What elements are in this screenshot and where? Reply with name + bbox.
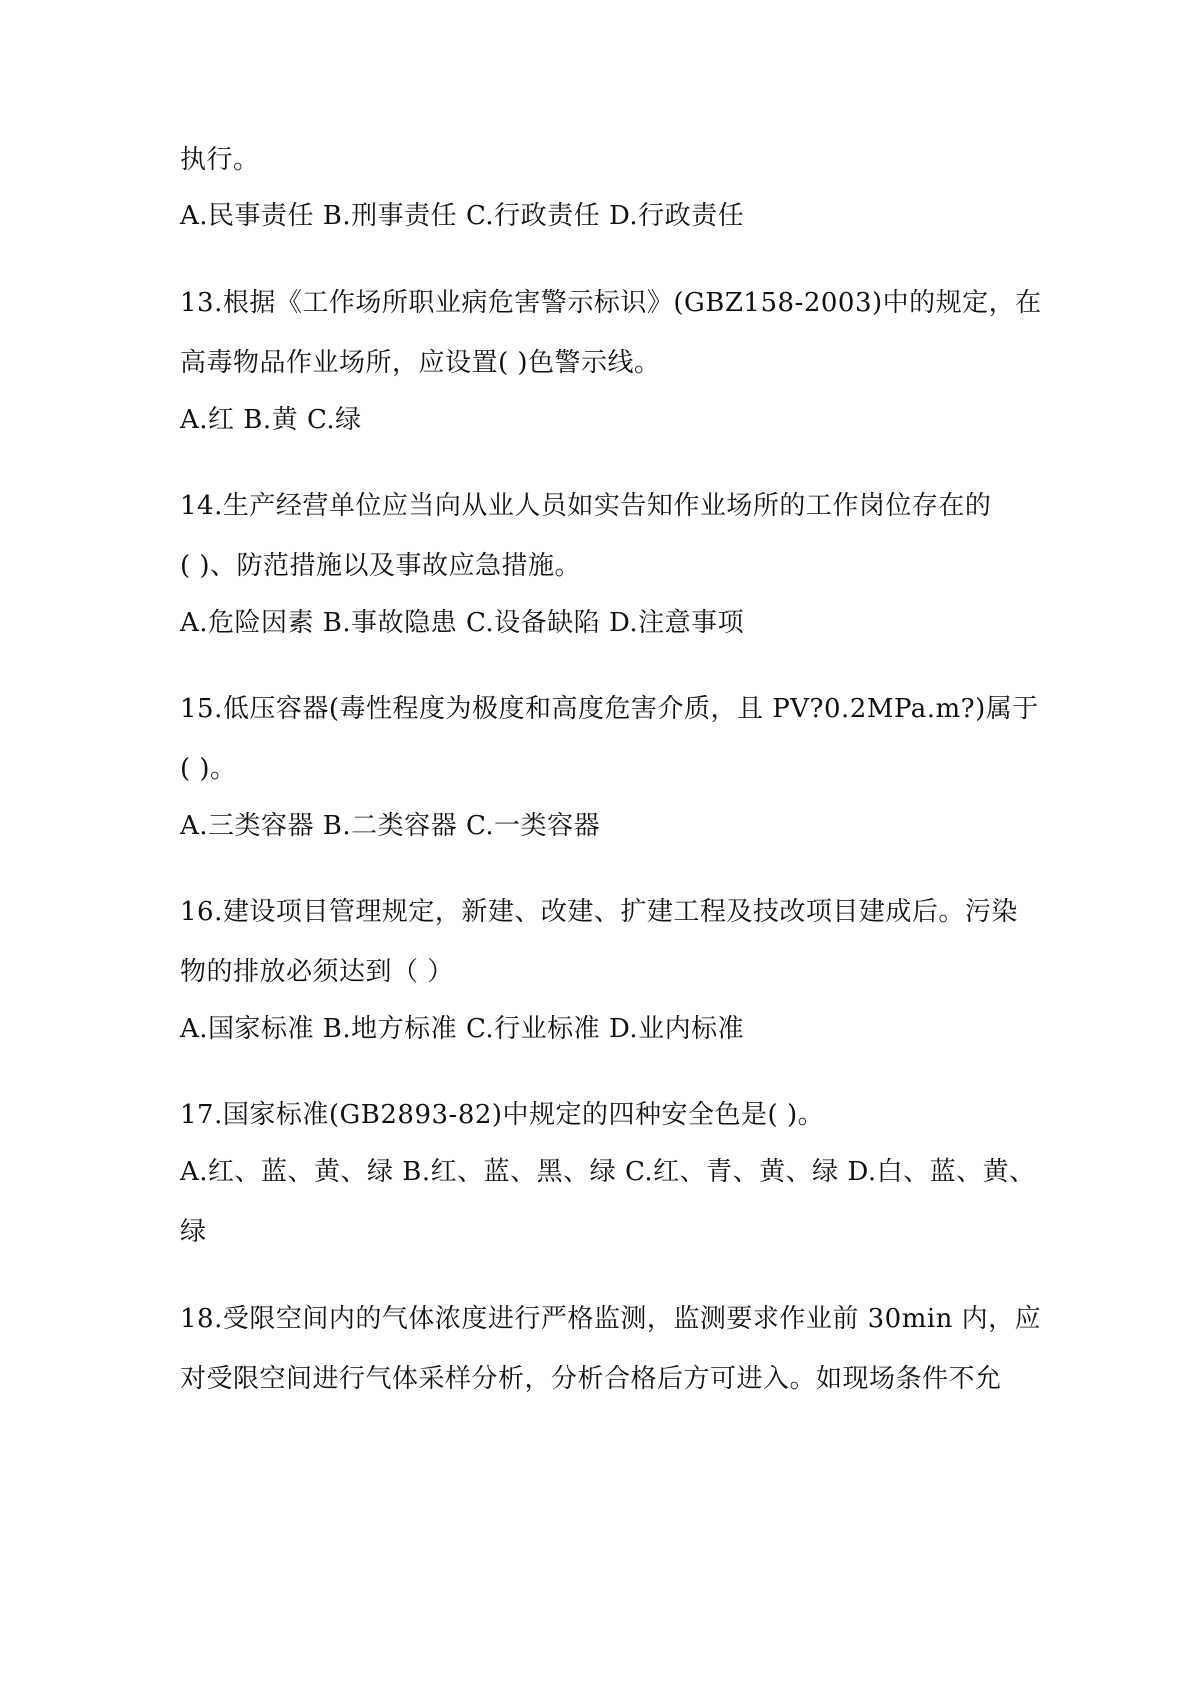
question-14-line-2: ( )、防范措施以及事故应急措施。 [180,551,582,581]
answer-options-line: A.民事责任 B.刑事责任 C.行政责任 D.行政责任 [180,201,745,231]
question-16-line-2: 物的排放必须达到（ ） [180,957,454,987]
question-18-line-1: 18.受限空间内的气体浓度进行严格监测，监测要求作业前 30min 内，应 [180,1304,1042,1334]
text-line: 执行。 [180,145,260,175]
question-13-line-2: 高毒物品作业场所，应设置( )色警示线。 [180,348,661,378]
question-17-options-line-1: A.红、蓝、黄、绿 B.红、蓝、黑、绿 C.红、青、黄、绿 D.白、蓝、黄、 [180,1157,1036,1187]
question-16-options: A.国家标准 B.地方标准 C.行业标准 D.业内标准 [180,1014,745,1044]
question-17-options-line-2: 绿 [180,1217,207,1247]
question-15-options: A.三类容器 B.二类容器 C.一类容器 [180,811,601,841]
question-15-line-1: 15.低压容器(毒性程度为极度和高度危害介质，且 PV?0.2MPa.m?)属于 [180,694,1039,724]
question-13-line-1: 13.根据《工作场所职业病危害警示标识》(GBZ158-2003)中的规定，在 [180,288,1042,318]
question-14-options: A.危险因素 B.事故隐患 C.设备缺陷 D.注意事项 [180,608,745,638]
question-16-line-1: 16.建设项目管理规定，新建、改建、扩建工程及技改项目建成后。污染 [180,897,1018,927]
question-18-line-2: 对受限空间进行气体采样分析，分析合格后方可进入。如现场条件不允 [180,1364,1002,1394]
question-15-line-2: ( )。 [180,754,237,784]
question-17-line-1: 17.国家标准(GB2893-82)中规定的四种安全色是( )。 [180,1100,825,1130]
question-13-options: A.红 B.黄 C.绿 [180,405,362,435]
question-14-line-1: 14.生产经营单位应当向从业人员如实告知作业场所的工作岗位存在的 [180,491,992,521]
